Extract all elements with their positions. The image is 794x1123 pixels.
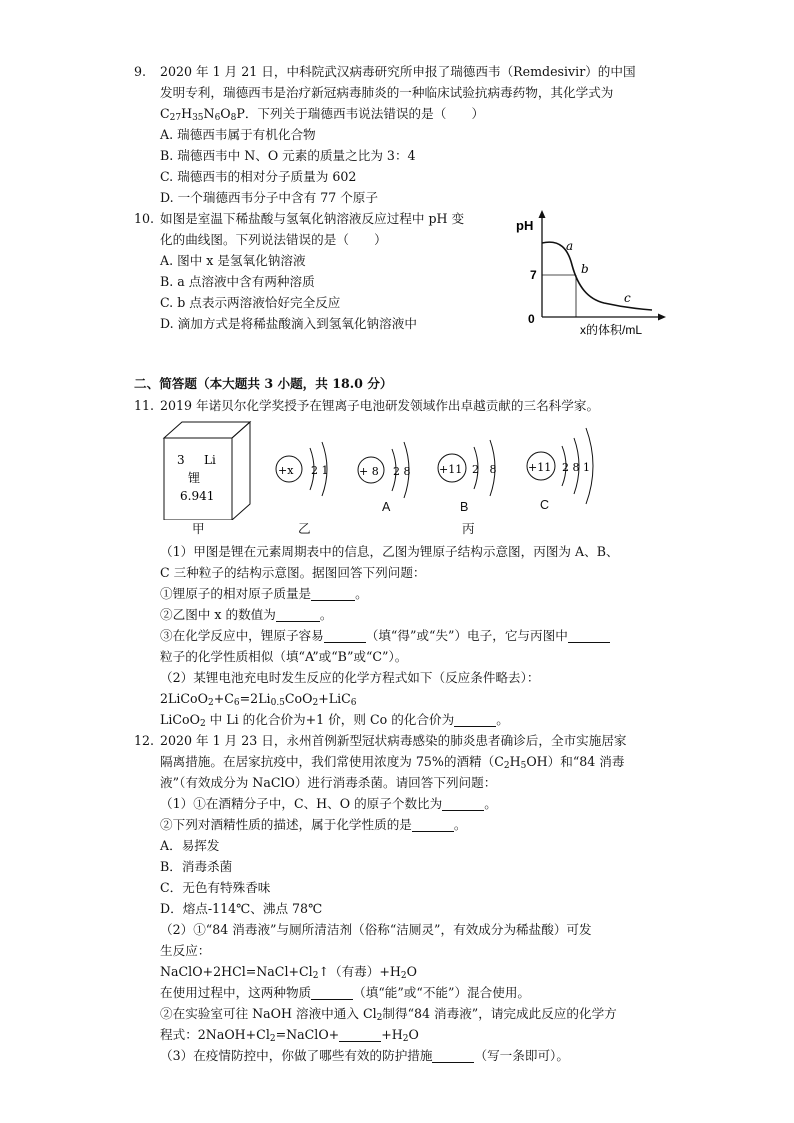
q10-line1: 如图是室温下稀盐酸与氢氧化钠溶液反应过程中 pH 变: [160, 211, 465, 226]
point-c-label: c: [624, 291, 631, 305]
atom-c-shells: 2 8 1: [562, 461, 590, 474]
element-name: 锂: [188, 471, 201, 485]
origin-label: 0: [528, 312, 535, 326]
q12-part3: （3）在疫情防控中，你做了哪些有效的防护措施 （写一条即可）。: [160, 1048, 569, 1063]
atom-yi-shells: 2 1: [311, 464, 329, 477]
q12-line3: 液”（有效成分为 NaClO）进行消毒杀菌。请回答下列问题：: [160, 775, 497, 790]
q12-equation: $NaClO+2HCl=NaCl+Cl_2↑$（有毒）$+H_2O$: [160, 964, 417, 981]
q10-number: 10.: [134, 211, 155, 226]
q9-option-d: D. 一个瑞德西韦分子中含有 77 个原子: [160, 190, 378, 205]
label-bing: 丙: [462, 521, 475, 536]
ph-curve: [542, 242, 652, 310]
answer-blank[interactable]: [311, 986, 353, 1000]
element-symbol: Li: [204, 453, 216, 467]
ph-curve-graph: [512, 205, 672, 340]
q11-part1-line2: C 三种粒子的结构示意图。据图回答下列问题：: [160, 565, 426, 580]
q12-option-b: B．消毒杀菌: [160, 859, 233, 874]
q10-option-a: A. 图中 x 是氢氧化钠溶液: [160, 253, 306, 268]
q10-option-c: C. b 点表示两溶液恰好完全反应: [160, 295, 341, 310]
q9-line2: 发明专利，瑞德西韦是治疗新冠病毒肺炎的一种临床试验抗病毒药物，其化学式为: [160, 85, 614, 100]
x-axis-arrow: [658, 314, 666, 321]
answer-blank[interactable]: [324, 629, 366, 643]
y-axis-label: pH: [516, 218, 534, 233]
atom-yi-nucleus: +x: [278, 464, 294, 477]
x-axis-label: x的体积/mL: [580, 323, 643, 337]
q11-sub1: ①锂原子的相对原子质量是 。: [160, 586, 368, 601]
label-b: B: [460, 500, 469, 514]
atom-c-nucleus: +11: [528, 461, 552, 474]
q12-part2-line1: （2）①“84 消毒液”与厕所清洁剂（俗称“洁厕灵”，有效成分为稀盐酸）可发: [160, 922, 592, 937]
lithium-element-cube: [160, 420, 254, 520]
q9-option-c: C. 瑞德西韦的相对分子质量为 602: [160, 169, 357, 184]
q9-line1: 2020 年 1 月 21 日，中科院武汉病毒研究所申报了瑞德西韦（Remdesivir）的中国: [160, 64, 636, 79]
q11-sub2: ②乙图中 x 的数值为 。: [160, 607, 333, 622]
q12-sub1: （1）①在酒精分子中，C、H、O 的原子个数比为 。: [160, 796, 497, 811]
answer-blank[interactable]: [432, 1049, 474, 1063]
y-axis-arrow: [539, 210, 546, 218]
label-jia: 甲: [192, 521, 205, 536]
atom-b-shells: 2 8: [472, 463, 497, 476]
q11-part2: （2）某锂电池充电时发生反应的化学方程式如下（反应条件略去）：: [160, 670, 540, 685]
q12-line1: 2020 年 1 月 23 日，永州首例新型冠状病毒感染的肺炎患者确诊后，全市实施居家: [160, 733, 627, 748]
q12-option-d: D．熔点-114℃、沸点 78℃: [160, 901, 323, 916]
answer-blank[interactable]: [276, 608, 320, 622]
answer-blank[interactable]: [442, 797, 484, 811]
answer-blank[interactable]: [454, 713, 496, 727]
q11-sub3: ③在化学反应中，锂原子容易 （填“得”或“失”）电子，它与丙图中: [160, 628, 610, 644]
q9-line3: $C_{27}H_{35}N_6O_8P$．下列关于瑞德西韦说法错误的是（ ）: [160, 106, 485, 123]
q12-part2-lab: ②在实验室可往 NaOH 溶液中通入 $Cl_2$制得“84 消毒液”，请完成此反应的化学方: [160, 1006, 617, 1023]
answer-blank[interactable]: [339, 1028, 381, 1042]
atomic-mass: 6.941: [180, 489, 215, 503]
atom-a-nucleus: + 8: [359, 465, 379, 478]
atom-yi-diagram: [274, 434, 346, 504]
point-b-label: b: [581, 262, 589, 276]
q12-line2: 隔离措施。在居家抗疫中，我们常使用浓度为 75%的酒精$(C_2H_5OH)$和“84 消毒: [160, 754, 625, 771]
q10-line2: 化的曲线图。下列说法错误的是（ ）: [160, 232, 387, 247]
label-yi: 乙: [298, 521, 311, 536]
atom-b-diagram: [436, 430, 516, 504]
q11-number: 11.: [134, 398, 155, 413]
atom-a-shells: 2 8: [393, 465, 411, 478]
ph-seven-label: 7: [530, 268, 537, 282]
q12-part2-line2: 生反应：: [160, 943, 211, 958]
atom-a-diagram: [356, 432, 426, 504]
q11-part1-line1: （1）甲图是锂在元素周期表中的信息，乙图为锂原子结构示意图，丙图为 A、B、: [160, 544, 619, 559]
label-c: C: [540, 498, 550, 512]
q10-option-d: D. 滴加方式是将稀盐酸滴入到氢氧化钠溶液中: [160, 316, 417, 331]
q12-part2-mix: 在使用过程中，这两种物质 （填“能”或“不能”）混合使用。: [160, 985, 531, 1000]
q11-line1: 2019 年诺贝尔化学奖授予在锂离子电池研发领域作出卓越贡献的三名科学家。: [160, 398, 600, 413]
label-a: A: [382, 500, 391, 514]
q12-number: 12.: [134, 733, 155, 748]
atom-b-nucleus: +11: [439, 463, 463, 476]
q9-option-a: A. 瑞德西韦属于有机化合物: [160, 127, 316, 142]
atom-c-diagram: [524, 420, 614, 506]
q12-option-c: C．无色有特殊香味: [160, 880, 271, 895]
q12-part2-equation: 程式：$2NaOH+Cl_2=NaClO+ +H_2O$: [160, 1027, 419, 1044]
atomic-number: 3: [177, 453, 185, 467]
answer-blank[interactable]: [311, 587, 355, 601]
answer-blank[interactable]: [412, 818, 454, 832]
answer-blank[interactable]: [568, 629, 610, 643]
q9-number: 9.: [134, 64, 147, 79]
point-a-label: a: [566, 239, 574, 253]
q11-part2-question: LiCoO$_2$ 中 Li 的化合价为+1 价，则 Co 的化合价为 。: [160, 712, 509, 729]
q11-equation: $2LiCoO_2+C_6=2Li_{0.5}CoO_2+LiC_6$: [160, 691, 357, 708]
q11-sub3-cont: 粒子的化学性质相似（填“A”或“B”或“C”）。: [160, 649, 408, 664]
q12-sub2: ②下列对酒精性质的描述，属于化学性质的是 。: [160, 817, 467, 832]
q12-option-a: A．易挥发: [160, 838, 220, 853]
q10-option-b: B. a 点溶液中含有两种溶质: [160, 274, 315, 289]
q9-option-b: B. 瑞德西韦中 N、O 元素的质量之比为 3：4: [160, 148, 416, 163]
section-two-heading: 二、简答题（本大题共 3 小题，共 18.0 分）: [134, 376, 393, 391]
